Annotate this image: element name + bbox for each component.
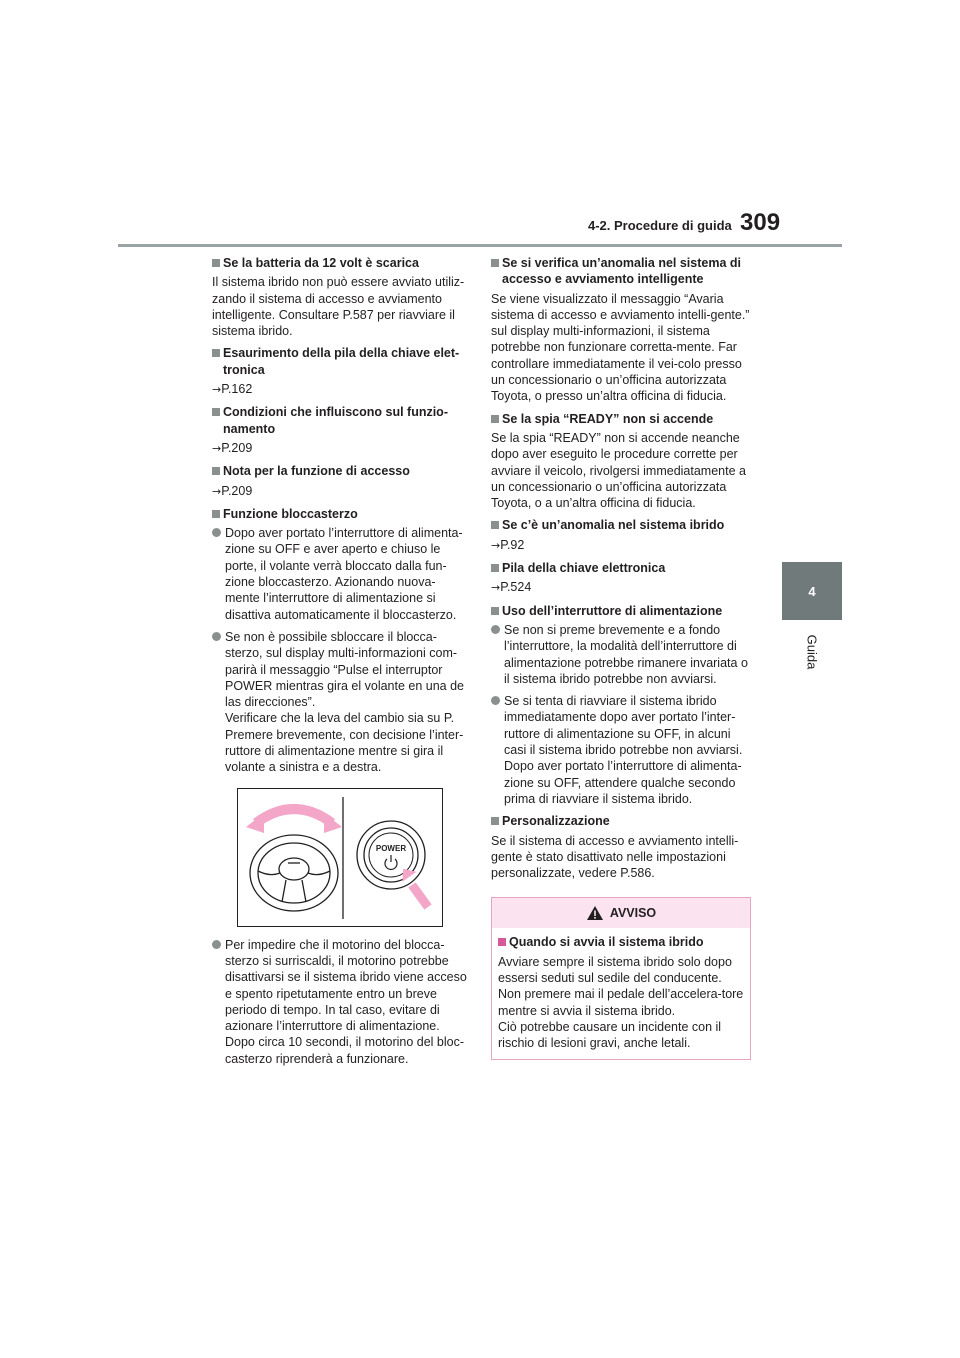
page-reference: →P.209: [212, 483, 253, 498]
rotation-arrow-icon: [246, 809, 342, 833]
page-reference: →P.92: [491, 537, 525, 552]
chapter-tab: [782, 562, 842, 620]
section-conditions: [212, 404, 470, 457]
page-number: 309: [740, 209, 781, 236]
section-title: 4-2. Procedure di guida: [588, 218, 732, 233]
arrow-icon: →: [212, 484, 222, 498]
section-heading: Pila della chiave elettronica: [491, 560, 753, 576]
page-reference: →P.209: [212, 440, 253, 455]
header-rule: [118, 244, 842, 247]
section-heading: Condizioni che influiscono sul funzio-namento: [212, 404, 470, 437]
arrow-icon: →: [212, 383, 222, 397]
warning-body: [492, 928, 750, 1059]
steering-wheel-icon: [250, 835, 338, 911]
section-customization: [491, 813, 753, 881]
section-heading: Uso dell’interruttore di alimentazione: [491, 603, 753, 619]
section-heading: Se la batteria da 12 volt è scarica: [212, 255, 470, 271]
section-access-note: [212, 463, 470, 500]
chapter-number: 4: [808, 583, 816, 599]
warning-heading: Quando si avvia il sistema ibrido: [498, 934, 744, 950]
left-column: [212, 255, 470, 1073]
section-heading: Personalizzazione: [491, 813, 753, 829]
warning-label: AVVISO: [609, 906, 657, 921]
section-access-anomaly: [491, 255, 753, 405]
power-label: POWER: [375, 843, 407, 853]
section-text: Se viene visualizzato il messaggio “Avaria sistema di accesso e avviamento intelli-gente.” sul display multi-informazioni, il sistema potrebbe non funzionare corretta-mente. Far controllare immediatamente il vei-colo presso un concessionario o un’officina autorizzata Toyota, o presso un’altra officina di fiducia.: [491, 291, 750, 404]
section-heading: Funzione bloccasterzo: [212, 506, 470, 522]
arrow-icon: →: [212, 441, 222, 455]
arrow-icon: →: [491, 538, 501, 552]
warning-text: Ciò potrebbe causare un incidente con il rischio di lesioni gravi, anche letali.: [498, 1019, 722, 1051]
power-button-icon: [357, 821, 425, 889]
section-hybrid-anomaly: [491, 517, 753, 554]
chapter-label: Guida: [804, 634, 820, 670]
bullet-icon: [212, 940, 221, 949]
bullet-item: Se non si preme brevemente e a fondo l’interruttore, la modalità dell’interruttore di alimentazione potrebbe rimanere invariata o il sistema ibrido potrebbe non avviarsi.: [491, 622, 753, 687]
section-heading: Esaurimento della pila della chiave elet-tronica: [212, 345, 470, 378]
steering-power-figure: [237, 788, 443, 927]
section-text: Se il sistema di accesso e avviamento intelli-gente è stato disattivato nelle impostazioni personalizzate, vedere P.586.: [491, 833, 739, 881]
section-steering-lock: [212, 506, 470, 1067]
section-text: Il sistema ibrido non può essere avviato utiliz-zando il sistema di accesso e avviamento intelligente. Consultare P.587 per riavviare il sistema ibrido.: [212, 275, 465, 339]
warning-triangle-icon: [586, 905, 604, 921]
section-heading: Nota per la funzione di accesso: [212, 463, 470, 479]
bullet-item: Dopo aver portato l’interruttore di alimenta-zione su OFF e aver aperto e chiuso le porte, il volante verrà bloccato dalla fun-zione bloccasterzo. Azionando nuova-mente l’interruttore di alimentazione si disattiva automaticamente il bloccasterzo.: [212, 525, 470, 623]
section-heading: Se si verifica un’anomalia nel sistema di accesso e avviamento intelligente: [491, 255, 753, 288]
section-power-switch: [491, 603, 753, 808]
section-battery: [212, 255, 470, 339]
bullet-item: Per impedire che il motorino del blocca-sterzo si surriscaldi, il motorino potrebbe disattivarsi se il sistema ibrido viene acceso e spento ripetutamente entro un breve periodo di tempo. In tal caso, evitare di azionare l’interruttore di alimentazione. Dopo circa 10 secondi, il motorino del bloc-casterzo riprenderà a funzionare.: [212, 937, 470, 1067]
page-reference: →P.524: [491, 580, 532, 595]
bullet-icon: [212, 528, 221, 537]
warning-header: [492, 898, 750, 928]
warning-text: Avviare sempre il sistema ibrido solo dopo essersi seduti sul sedile del conducente. Non premere mai il pedale dell’accelera-tore mentre si avvia il sistema ibrido.: [498, 954, 744, 1018]
bullet-icon: [491, 696, 500, 705]
section-ready-light: [491, 411, 753, 512]
arrow-icon: →: [491, 581, 501, 595]
section-key-battery: [491, 560, 753, 597]
bullet-item: Se si tenta di riavviare il sistema ibrido immediatamente dopo aver portato l’inter-ruttore di alimentazione su OFF, in alcuni casi il sistema ibrido potrebbe non avviarsi. Dopo aver portato l’interruttore di alimenta-zione su OFF, attendere qualche secondo prima di riavviare il sistema ibrido.: [491, 693, 753, 807]
chapter-label-container: [782, 632, 842, 672]
right-column: [491, 255, 753, 1060]
section-key-battery: [212, 345, 470, 398]
bullet-icon: [491, 625, 500, 634]
section-text: Se la spia “READY” non si accende neanche dopo aver eseguito le procedure corrette per avviare il veicolo, rivolgersi immediatamente a un concessionario o un’officina autorizzata Toyota, o a un’altra officina di fiducia.: [491, 430, 746, 511]
warning-box: [491, 897, 751, 1060]
page-reference: →P.162: [212, 382, 253, 397]
bullet-item: Se non è possibile sbloccare il blocca-sterzo, sul display multi-informazioni com-parirà il messaggio “Pulse el interruptor POWER mientras gira el volante en una de las direcciones”. Verificare che la leva del cambio sia su P. Premere brevemente, con decisione l’inter-ruttore di alimentazione mentre si gira il volante a sinistra e a destra.: [212, 629, 470, 776]
section-heading: Se la spia “READY” non si accende: [491, 411, 753, 427]
bullet-icon: [212, 632, 221, 641]
section-heading: Se c’è un’anomalia nel sistema ibrido: [491, 517, 753, 533]
